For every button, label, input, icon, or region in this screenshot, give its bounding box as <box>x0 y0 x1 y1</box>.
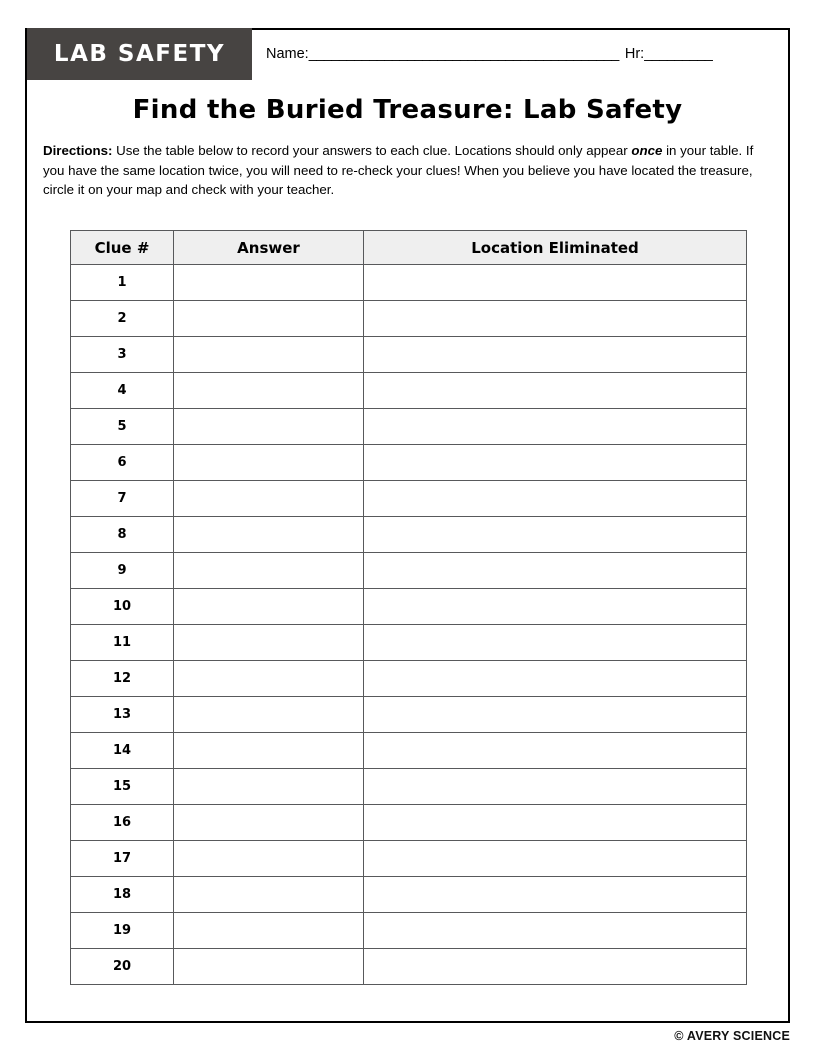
table-header-row <box>71 231 747 265</box>
clue-number-cell: 14 <box>71 733 174 769</box>
clue-number-cell: 16 <box>71 805 174 841</box>
directions-lead: Directions: <box>43 143 113 158</box>
answer-cell[interactable] <box>174 481 364 517</box>
table-row <box>71 877 747 913</box>
location-eliminated-cell[interactable] <box>364 301 747 337</box>
table-row <box>71 805 747 841</box>
table-row <box>71 769 747 805</box>
table-row <box>71 697 747 733</box>
table-row <box>71 733 747 769</box>
name-write-line[interactable]: _________________________________________ <box>308 46 619 62</box>
answer-cell[interactable] <box>174 733 364 769</box>
clue-number-cell: 4 <box>71 373 174 409</box>
answer-cell[interactable] <box>174 553 364 589</box>
location-eliminated-cell[interactable] <box>364 769 747 805</box>
table-row <box>71 481 747 517</box>
table-row <box>71 373 747 409</box>
clue-answer-table <box>70 230 747 985</box>
answer-cell[interactable] <box>174 697 364 733</box>
table-row <box>71 337 747 373</box>
answer-cell[interactable] <box>174 373 364 409</box>
clue-number-cell: 6 <box>71 445 174 481</box>
hour-write-line[interactable]: _________ <box>644 46 713 62</box>
location-eliminated-cell[interactable] <box>364 481 747 517</box>
answer-cell[interactable] <box>174 409 364 445</box>
answer-cell[interactable] <box>174 877 364 913</box>
location-eliminated-cell[interactable] <box>364 409 747 445</box>
location-eliminated-cell[interactable] <box>364 517 747 553</box>
answer-cell[interactable] <box>174 517 364 553</box>
clue-number-cell: 3 <box>71 337 174 373</box>
location-eliminated-cell[interactable] <box>364 805 747 841</box>
table-row <box>71 265 747 301</box>
location-eliminated-cell[interactable] <box>364 553 747 589</box>
answer-cell[interactable] <box>174 769 364 805</box>
table-row <box>71 409 747 445</box>
table-row <box>71 841 747 877</box>
clue-number-cell: 2 <box>71 301 174 337</box>
column-header-location-eliminated: Location Eliminated <box>364 231 747 265</box>
table-row <box>71 661 747 697</box>
directions-paragraph <box>43 141 755 200</box>
table-row <box>71 589 747 625</box>
location-eliminated-cell[interactable] <box>364 265 747 301</box>
copyright-footer: © AVERY SCIENCE <box>674 1029 790 1043</box>
clue-number-cell: 13 <box>71 697 174 733</box>
answer-cell[interactable] <box>174 841 364 877</box>
answer-cell[interactable] <box>174 625 364 661</box>
location-eliminated-cell[interactable] <box>364 841 747 877</box>
page-title: Find the Buried Treasure: Lab Safety <box>132 95 683 125</box>
directions-text-part1: Use the table below to record your answers to each clue. Locations should only appear <box>112 143 632 158</box>
column-header-clue-number: Clue # <box>71 231 174 265</box>
location-eliminated-cell[interactable] <box>364 661 747 697</box>
answer-cell[interactable] <box>174 805 364 841</box>
clue-number-cell: 15 <box>71 769 174 805</box>
answer-cell[interactable] <box>174 589 364 625</box>
table-row <box>71 949 747 985</box>
location-eliminated-cell[interactable] <box>364 877 747 913</box>
answer-cell[interactable] <box>174 913 364 949</box>
clue-table-container <box>70 230 746 985</box>
clue-number-cell: 12 <box>71 661 174 697</box>
column-header-answer: Answer <box>174 231 364 265</box>
location-eliminated-cell[interactable] <box>364 337 747 373</box>
directions-emphasis: once <box>631 143 663 158</box>
table-body <box>71 265 747 985</box>
table-row <box>71 301 747 337</box>
name-and-hour-bar <box>252 28 790 80</box>
clue-number-cell: 11 <box>71 625 174 661</box>
table-row <box>71 517 747 553</box>
clue-number-cell: 7 <box>71 481 174 517</box>
location-eliminated-cell[interactable] <box>364 949 747 985</box>
location-eliminated-cell[interactable] <box>364 589 747 625</box>
answer-cell[interactable] <box>174 265 364 301</box>
clue-number-cell: 18 <box>71 877 174 913</box>
table-row <box>71 625 747 661</box>
location-eliminated-cell[interactable] <box>364 733 747 769</box>
location-eliminated-cell[interactable] <box>364 697 747 733</box>
location-eliminated-cell[interactable] <box>364 445 747 481</box>
clue-number-cell: 20 <box>71 949 174 985</box>
clue-number-cell: 19 <box>71 913 174 949</box>
directions-text-part2: in your table. If you have the same location twice, you will need to re-check your clues! When you believe you have located the treasure, circle it on your map and check with your teacher. <box>43 143 754 198</box>
clue-number-cell: 9 <box>71 553 174 589</box>
clue-number-cell: 8 <box>71 517 174 553</box>
clue-number-cell: 1 <box>71 265 174 301</box>
clue-number-cell: 5 <box>71 409 174 445</box>
clue-number-cell: 10 <box>71 589 174 625</box>
answer-cell[interactable] <box>174 949 364 985</box>
location-eliminated-cell[interactable] <box>364 625 747 661</box>
banner-tab-label: LAB SAFETY <box>53 41 226 67</box>
table-row <box>71 553 747 589</box>
answer-cell[interactable] <box>174 337 364 373</box>
lab-safety-banner-tab <box>27 28 252 80</box>
hour-label: Hr: <box>624 46 645 62</box>
worksheet-header <box>27 28 790 80</box>
answer-cell[interactable] <box>174 301 364 337</box>
answer-cell[interactable] <box>174 445 364 481</box>
table-row <box>71 445 747 481</box>
clue-number-cell: 17 <box>71 841 174 877</box>
location-eliminated-cell[interactable] <box>364 373 747 409</box>
name-label: Name: <box>266 46 309 62</box>
answer-cell[interactable] <box>174 661 364 697</box>
table-row <box>71 913 747 949</box>
location-eliminated-cell[interactable] <box>364 913 747 949</box>
